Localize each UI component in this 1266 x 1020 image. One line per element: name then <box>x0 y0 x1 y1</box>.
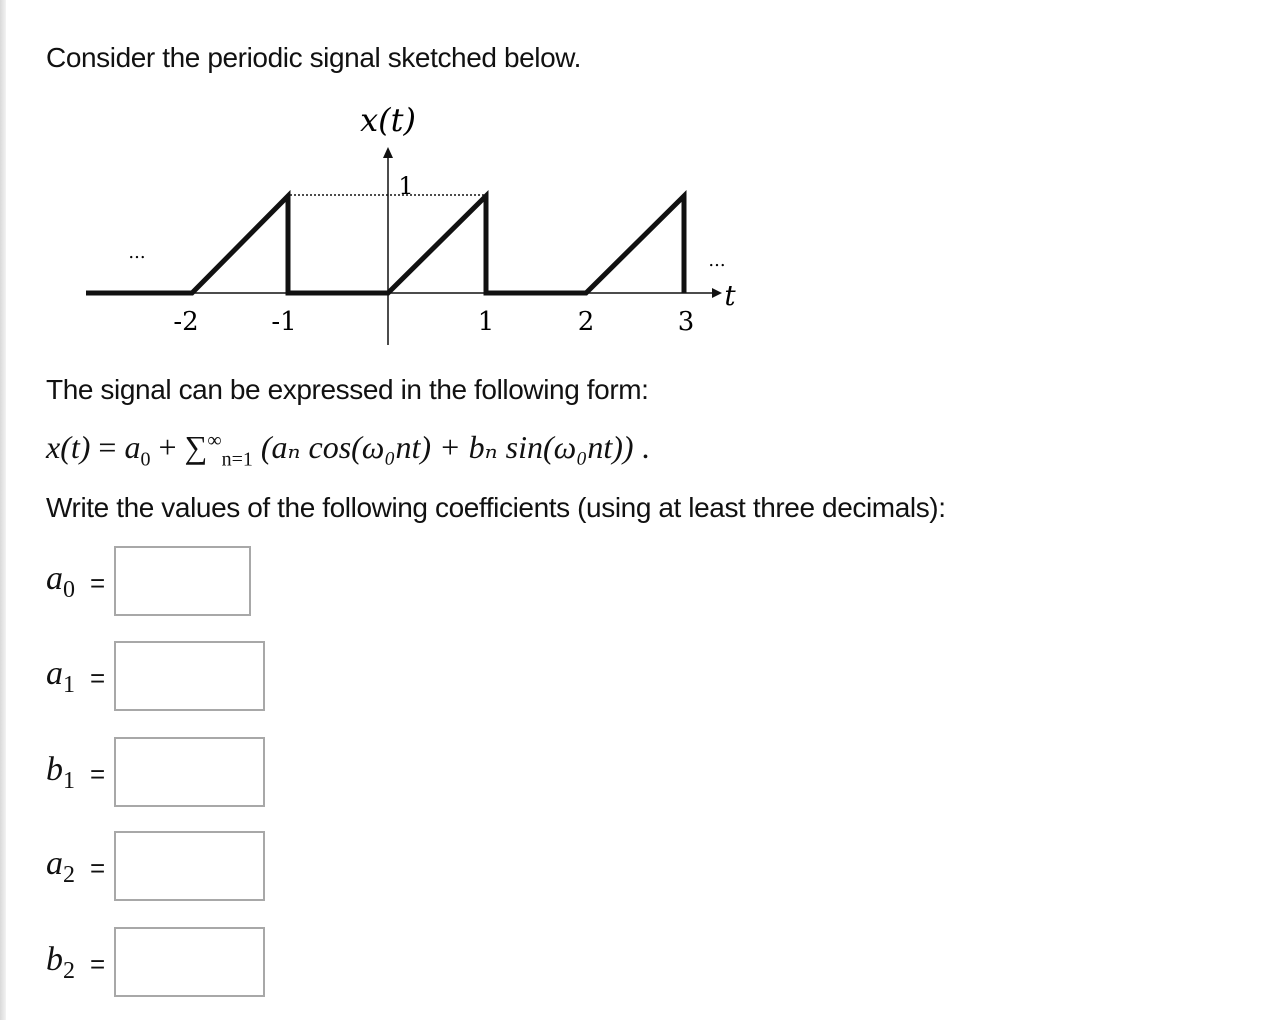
peak-label: 1 <box>398 172 414 200</box>
b1-input[interactable] <box>114 737 265 807</box>
coefficient-equals: = <box>90 853 106 883</box>
coefficient-row-b1 <box>46 737 286 809</box>
coefficient-symbol: $a_1$ <box>46 655 75 698</box>
coefficient-equals: = <box>90 949 106 979</box>
signal-waveform <box>86 196 684 293</box>
formula-sum-lower: n=1 <box>221 448 253 471</box>
coefficient-row-a2 <box>46 831 286 903</box>
coefficient-equals: = <box>90 568 106 598</box>
a2-input[interactable] <box>114 831 265 901</box>
tick-label-minus-2: -2 <box>173 307 199 337</box>
coefficient-symbol: $a_2$ <box>46 845 75 888</box>
formula-sum: ∑ <box>184 429 208 465</box>
formula-lhs: x(t) <box>46 429 91 465</box>
form-description: The signal can be expressed in the following form: <box>46 374 649 405</box>
fourier-series-formula <box>46 428 650 471</box>
formula-a0: a <box>124 429 141 465</box>
right-ellipsis: ... <box>708 250 726 271</box>
tick-label-minus-1: -1 <box>271 307 297 337</box>
tick-label-1: 1 <box>477 307 495 337</box>
coefficient-row-b2 <box>46 927 286 999</box>
formula-body: (aₙ cos(ω₀nt) + bₙ sin(ω₀nt)) <box>260 429 634 465</box>
a0-input[interactable] <box>114 546 251 616</box>
left-ellipsis: ... <box>128 242 146 263</box>
coefficient-row-a0 <box>46 546 286 618</box>
coefficient-symbol: $a_0$ <box>46 560 75 603</box>
coefficient-equals: = <box>90 663 106 693</box>
tick-label-3: 3 <box>677 307 695 337</box>
tick-label-2: 2 <box>577 307 595 337</box>
formula-end: . <box>641 429 650 465</box>
coefficient-row-a1 <box>46 641 286 713</box>
signal-sketch <box>0 0 800 360</box>
time-axis-arrow <box>712 288 722 298</box>
signal-label: x(t) <box>360 101 416 139</box>
b2-input[interactable] <box>114 927 265 997</box>
formula-a0-sub: 0 <box>140 448 151 471</box>
formula-plus: + <box>158 429 177 465</box>
formula-equals: = <box>98 429 117 465</box>
amplitude-axis-arrow <box>383 147 393 158</box>
time-axis-label: t <box>724 279 736 312</box>
intro-text: Consider the periodic signal sketched below. <box>46 42 581 73</box>
coefficient-symbol: $b_1$ <box>46 751 75 794</box>
formula-sum-upper: ∞ <box>207 429 222 452</box>
coefficient-equals: = <box>90 759 106 789</box>
a1-input[interactable] <box>114 641 265 711</box>
coefficient-symbol: $b_2$ <box>46 941 75 984</box>
instruction-text: Write the values of the following coefficients (using at least three decimals): <box>46 492 946 523</box>
